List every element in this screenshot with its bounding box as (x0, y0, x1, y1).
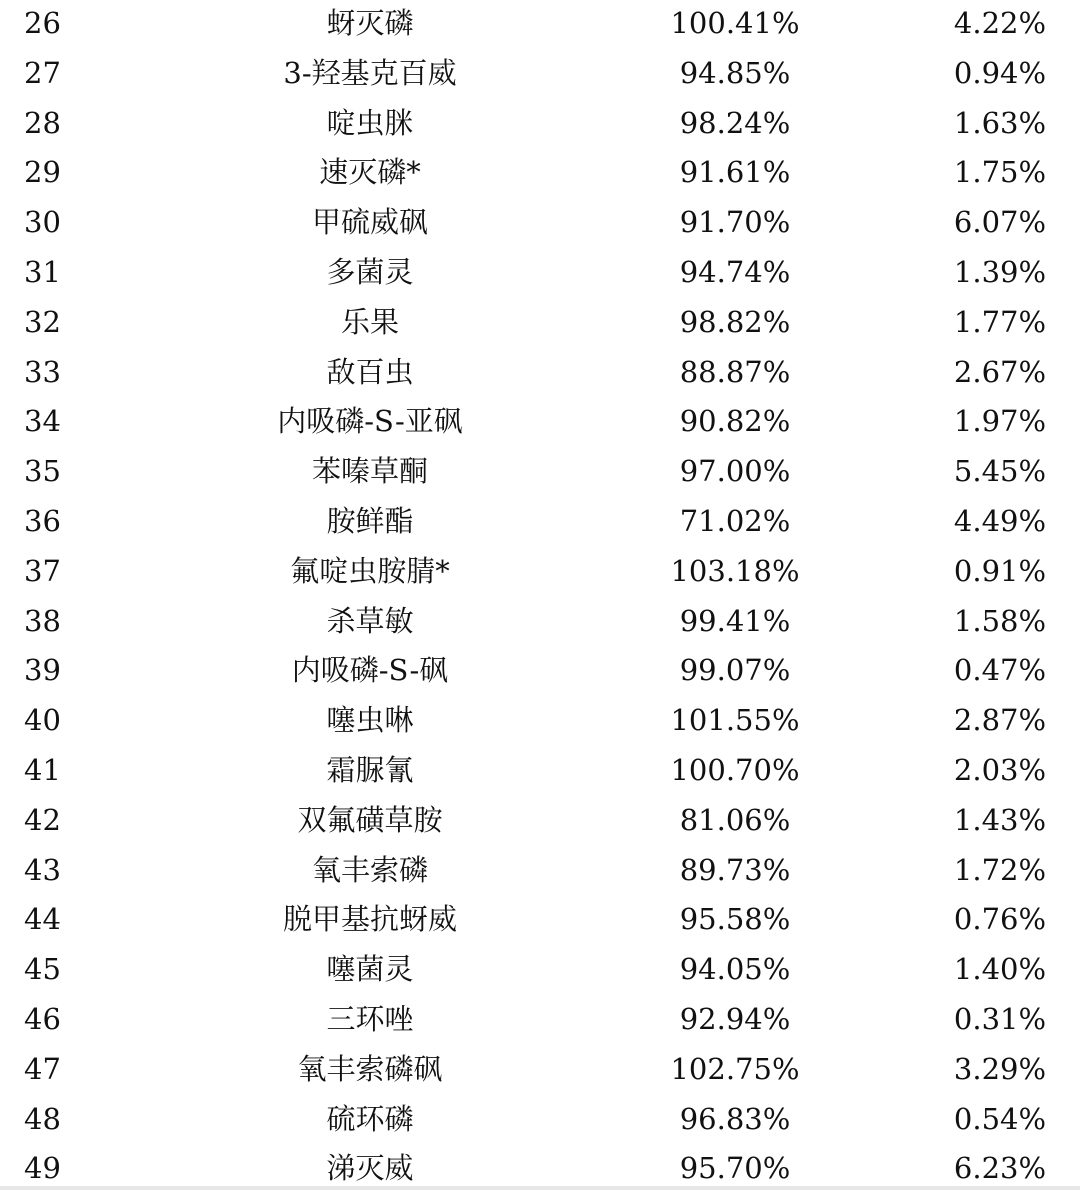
recovery-value: 96.83% (679, 1101, 791, 1136)
rsd-value: 1.72% (953, 852, 1047, 887)
recovery-value: 97.00% (679, 454, 791, 489)
table-row (0, 548, 1080, 598)
table-row (0, 498, 1080, 548)
recovery-value: 100.70% (670, 752, 800, 787)
row-number: 35 (24, 454, 61, 489)
rsd-value: 1.63% (953, 105, 1047, 140)
rsd-value: 2.03% (953, 752, 1047, 787)
rsd-value: 1.43% (953, 802, 1047, 837)
row-number: 37 (24, 553, 61, 588)
rsd-value: 4.22% (953, 6, 1047, 40)
row-number: 47 (24, 1051, 61, 1086)
compound-name: 杀草敏 (326, 603, 414, 638)
row-number: 26 (24, 6, 61, 40)
bottom-divider (0, 1186, 1080, 1190)
recovery-value: 98.82% (679, 304, 791, 339)
table-row (0, 249, 1080, 299)
compound-name: 三环唑 (326, 1001, 414, 1036)
recovery-value: 103.18% (670, 553, 800, 588)
compound-name: 速灭磷* (319, 155, 421, 190)
row-number: 31 (24, 254, 61, 289)
recovery-value: 94.85% (679, 55, 791, 90)
table-row (0, 896, 1080, 946)
compound-name: 涕灭威 (326, 1151, 414, 1186)
rsd-value: 5.45% (953, 454, 1047, 489)
compound-name: 敌百虫 (326, 354, 414, 389)
row-number: 48 (24, 1101, 61, 1136)
table-row (0, 149, 1080, 199)
row-number: 44 (24, 902, 61, 937)
compound-name: 多菌灵 (326, 254, 414, 289)
rsd-value: 1.77% (953, 304, 1047, 339)
recovery-value: 99.41% (679, 603, 791, 638)
recovery-value: 89.73% (679, 852, 791, 887)
recovery-value: 92.94% (679, 1001, 791, 1036)
rsd-value: 2.67% (953, 354, 1047, 389)
table-row (0, 349, 1080, 399)
table-row (0, 946, 1080, 996)
compound-name: 内吸磷-S-亚砜 (277, 404, 463, 439)
row-number: 30 (24, 205, 61, 240)
recovery-value: 95.70% (679, 1151, 791, 1186)
compound-name: 3-羟基克百威 (283, 55, 457, 90)
compound-name: 噻菌灵 (326, 952, 414, 987)
compound-name: 噻虫啉 (326, 703, 414, 738)
rsd-value: 0.54% (953, 1101, 1047, 1136)
row-number: 39 (24, 653, 61, 688)
recovery-value: 98.24% (679, 105, 791, 140)
rsd-value: 1.97% (953, 404, 1047, 439)
row-number: 42 (24, 802, 61, 837)
rsd-value: 0.94% (953, 55, 1047, 90)
row-number: 45 (24, 952, 61, 987)
row-number: 46 (24, 1001, 61, 1036)
table-row (0, 0, 1080, 50)
rsd-value: 0.91% (953, 553, 1047, 588)
rsd-value: 3.29% (953, 1051, 1047, 1086)
recovery-value: 101.55% (670, 703, 800, 738)
row-number: 38 (24, 603, 61, 638)
compound-name: 胺鲜酯 (326, 503, 414, 538)
table-row (0, 448, 1080, 498)
recovery-value: 94.74% (679, 254, 791, 289)
compound-name: 啶虫脒 (326, 105, 414, 140)
row-number: 33 (24, 354, 61, 389)
rsd-value: 2.87% (953, 703, 1047, 738)
table-row (0, 598, 1080, 648)
row-number: 40 (24, 703, 61, 738)
table-row (0, 647, 1080, 697)
recovery-value: 102.75% (670, 1051, 800, 1086)
recovery-value: 91.61% (679, 155, 791, 190)
table-row (0, 847, 1080, 897)
rsd-value: 1.58% (953, 603, 1047, 638)
compound-name: 霜脲氰 (326, 752, 414, 787)
row-number: 41 (24, 752, 61, 787)
table-row (0, 797, 1080, 847)
recovery-value: 81.06% (679, 802, 791, 837)
recovery-value: 99.07% (679, 653, 791, 688)
rsd-value: 1.75% (953, 155, 1047, 190)
rsd-value: 6.07% (953, 205, 1047, 240)
table-row (0, 747, 1080, 797)
compound-name: 双氟磺草胺 (297, 802, 443, 837)
recovery-value: 95.58% (679, 902, 791, 937)
row-number: 29 (24, 155, 61, 190)
compound-name: 内吸磷-S-砜 (291, 653, 449, 688)
table-row (0, 1046, 1080, 1096)
table-row (0, 199, 1080, 249)
recovery-value: 100.41% (670, 6, 800, 40)
table-row (0, 100, 1080, 150)
rsd-value: 4.49% (953, 503, 1047, 538)
row-number: 36 (24, 503, 61, 538)
row-number: 34 (24, 404, 61, 439)
table-row (0, 50, 1080, 100)
compound-name: 苯嗪草酮 (311, 454, 428, 489)
rsd-value: 6.23% (953, 1151, 1047, 1186)
compound-name: 脱甲基抗蚜威 (282, 902, 457, 937)
compound-name: 硫环磷 (326, 1101, 414, 1136)
row-number: 27 (24, 55, 61, 90)
table-row (0, 996, 1080, 1046)
rsd-value: 0.47% (953, 653, 1047, 688)
row-number: 43 (24, 852, 61, 887)
row-number: 32 (24, 304, 61, 339)
table-row (0, 299, 1080, 349)
row-number: 28 (24, 105, 61, 140)
recovery-value: 90.82% (679, 404, 791, 439)
rsd-value: 1.40% (953, 952, 1047, 987)
compound-name: 乐果 (340, 304, 399, 339)
recovery-value: 94.05% (679, 952, 791, 987)
compound-name: 蚜灭磷 (326, 6, 414, 40)
table-row (0, 1096, 1080, 1146)
rsd-value: 0.31% (953, 1001, 1047, 1036)
rsd-value: 0.76% (953, 902, 1047, 937)
row-number: 49 (24, 1151, 61, 1186)
rsd-value: 1.39% (953, 254, 1047, 289)
recovery-value: 88.87% (679, 354, 791, 389)
compound-name: 甲硫威砜 (311, 205, 428, 240)
table-row (0, 398, 1080, 448)
compound-name: 氧丰索磷 (311, 852, 428, 887)
recovery-value: 71.02% (679, 503, 791, 538)
compound-name: 氟啶虫胺腈* (290, 553, 450, 588)
table-row (0, 697, 1080, 747)
compound-name: 氧丰索磷砜 (297, 1051, 443, 1086)
recovery-value: 91.70% (679, 205, 791, 240)
